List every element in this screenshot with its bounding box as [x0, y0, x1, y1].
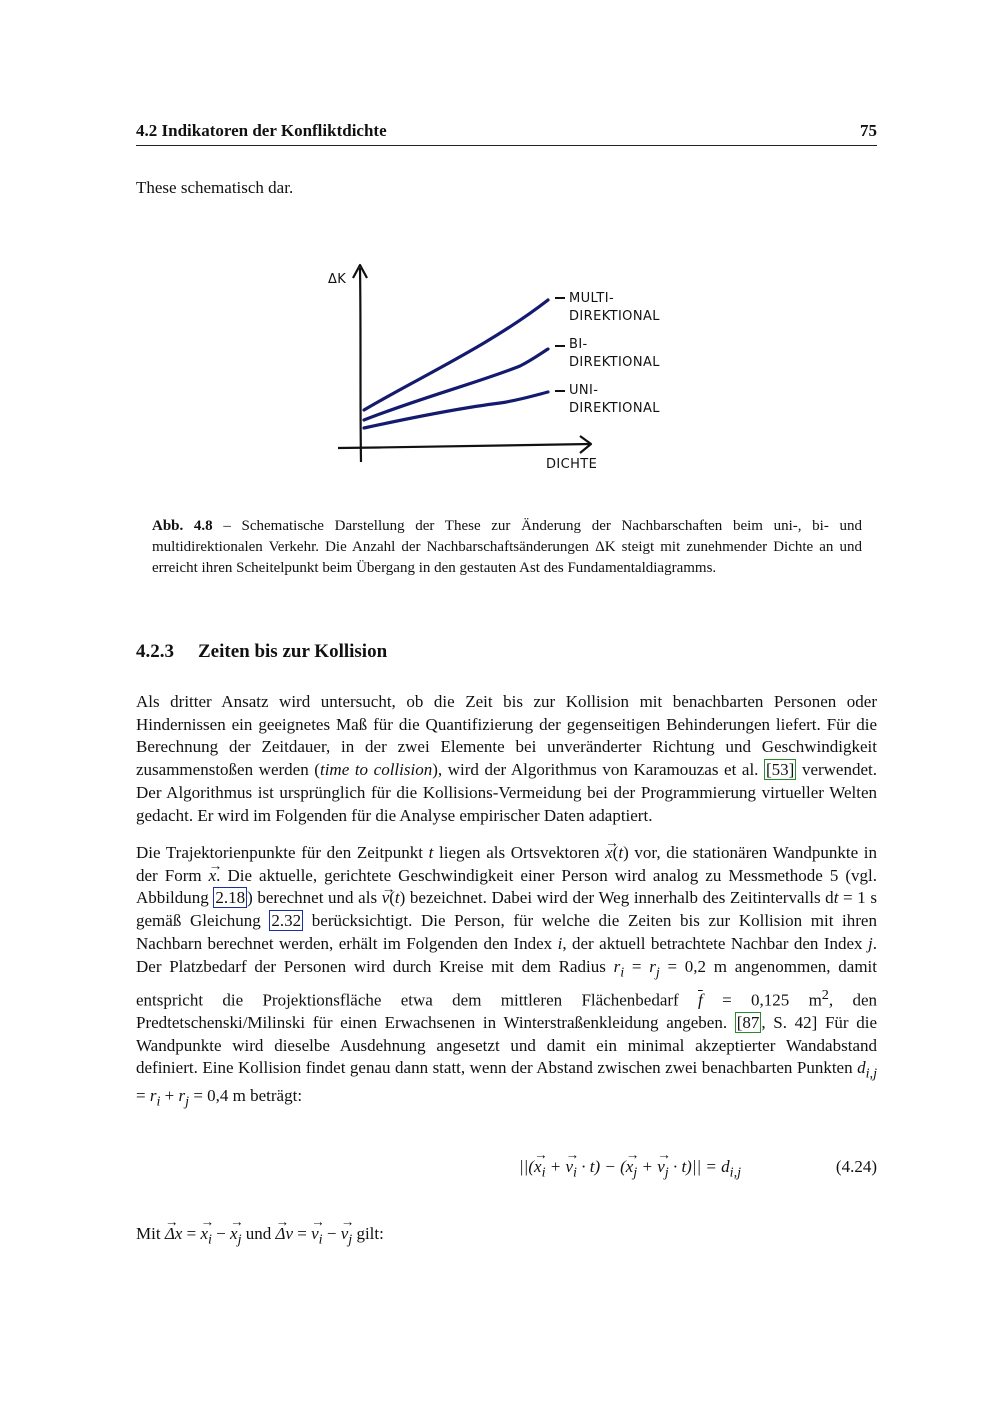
p2-s1: Die Trajektorienpunkte für den Zeitpunkt [136, 843, 429, 862]
final-suffix: gilt: [352, 1224, 384, 1243]
p1-text-a: Als dritter Ansatz wird untersucht, ob die Zeit bis zur Kollision mit benachbarten Personen oder Hindernissen ein geeignetes Maß für die Quantifizierung der gegenseitigen Behinderungen liefert. Für die Berechnung der Zeitdauer, in der zwei Elemente bei unveränderter Richtung und Geschwindigkeit zusammenstoßen werden ( [136, 692, 877, 780]
p2-s4: . Die aktuelle, gerichtete Geschwindigkeit einer Person wird analog zu Messmethode 5 (vgl. Abbildung [136, 865, 877, 908]
final-line: Mit → Δx = → $x_i$ − → $x_j$ und → Δv = → $v_i$ − → $v_j$ gilt: [136, 1224, 384, 1248]
figure-4-8 [300, 250, 700, 490]
section-number: 4.2.3 [136, 641, 174, 662]
p2-s6: bezeichnet. Dabei wird der Weg innerhalb des Zeitintervalls d [405, 888, 834, 908]
equation-link-2-32[interactable]: 2.32 [271, 911, 302, 931]
caption-label: Abb. 4.8 [152, 518, 213, 534]
legend-uni-line1: UNI- [569, 383, 599, 398]
schematic-plot [300, 250, 700, 490]
legend-multi-line1: MULTI- [569, 291, 615, 306]
delta-x-symbol: → Δx [165, 1224, 183, 1244]
intro-text: These schematisch dar. [136, 178, 294, 197]
final-mid: und [241, 1224, 276, 1243]
citation-link-87[interactable]: [87 [736, 1012, 760, 1032]
p1-text-c: verwendet. Der Algorithmus ist ursprünglich für die Kollisions-Vermeidung bei der Programmierung virtueller Welten gedacht. Er wird im Folgenden für die Analyse empirischer Daten adaptiert. [136, 760, 877, 825]
legend-bi-line1: BI- [569, 337, 588, 352]
final-prefix: Mit [136, 1224, 165, 1243]
running-head [136, 119, 877, 146]
p2-m1: r [649, 956, 656, 976]
paragraph-2: Die Trajektorienpunkte für den Zeitpunkt t liegen als Ortsvektoren → x(t) vor, die stationären Wandpunkte in der Form → x. Die aktuelle, gerichtete Geschwindigkeit einer Person wird analog zu Messmethode 5 (vgl. Abbildung 2.18 ) berechnet und als → v(t) bezeichnet. Dabei wird der Weg innerhalb des Zeitintervalls dt = 1 s gemäß Gleichung 2.32 berücksichtigt. Die Person, für welche die Zeiten bis zur Kollision mit ihren Nachbarn berechnet werden, erhält im Folgenden den Index i, der aktuell betrachtete Nachbar den Index j. Der Platzbedarf der Personen wird durch Kreise mit dem Radius $r_i = r_j = 0,2$ m angenommen, damit entspricht die Projektionsfläche etwa dem mittleren Flächenbedarf $\overline{f} = 0,125$ $m^2$, den Predtetschenski/Milinski für einen Erwachsenen in Winterstraßenkleidung angeben. [87 , S. 42] Für die Wandpunkte wird dieselbe Ausdehnung angesetzt und damit ein minimal akzeptierter Wandabstand definiert. Eine Kollision findet genau dann statt, wenn der Abstand zwischen zwei benachbarten Punkten $d_{i,j} = r_i + r_j = 0,4$ m beträgt: [136, 842, 877, 1114]
p2-s12: = 0,125 m [702, 990, 822, 1010]
figure-caption [152, 516, 862, 579]
vector-x-symbol: → x [605, 842, 613, 865]
section-heading [136, 641, 387, 663]
series-line-multi [364, 300, 548, 410]
x-axis [338, 444, 590, 448]
legend-bi-line2: DIREKTIONAL [569, 355, 660, 370]
vector-x-wall-symbol: → x [209, 865, 217, 888]
p1-text-b: ), wird der Algorithmus von Karamouzas et al. [432, 760, 765, 780]
p2-s3: vor, die stationären Wandpunkte in der Form [136, 843, 877, 885]
running-head-title: 4.2 Indikatoren der Konfliktdichte [136, 121, 387, 140]
p2-s15: = 0,4 m beträgt: [189, 1086, 303, 1106]
y-axis [360, 268, 361, 462]
equation-expression: ||(→ $x_i$ + → $v_i \cdot t$) − (→ $x_j$ + → $v_j \cdot t)|| = d_{i,j}$ [519, 1157, 741, 1181]
p2-s14: , S. 42] Für die Wandpunkte wird dieselbe Ausdehnung angesetzt und damit ein minimal akzeptierter Wandabstand definiert. Eine Kollision findet genau dann statt, wenn der Abstand zwischen zwei benachbarten Punkten [136, 1012, 877, 1078]
paragraph-1 [136, 691, 877, 827]
p2-s8: berücksichtigt. Die Person, für welche die Zeiten bis zur Kollision mit ihren Nachbarn berechnet werden, erhält im Folgenden den Index [136, 911, 877, 953]
p2-s2: liegen als Ortsvektoren [433, 843, 606, 862]
x-axis-label: DICHTE [546, 457, 598, 472]
delta-v-symbol: → Δv [276, 1224, 294, 1244]
p2-s13: , den Predtetschenski/Milinski für einen Erwachsenen in Winterstraßenkleidung angeben. [136, 990, 877, 1032]
equation-4-24 [136, 1157, 877, 1183]
page-number: 75 [860, 121, 877, 140]
p2-s11: = 0,2 m angenommen, damit entspricht die Projektionsfläche etwa dem mittleren Flächenbedarf [136, 956, 877, 1010]
p2-s5: ) berechnet und als [247, 888, 382, 908]
citation-link-53[interactable]: [53] [766, 760, 795, 780]
p2-s10: . Der Platzbedarf der Personen wird durch Kreise mit dem Radius [136, 933, 877, 976]
equation-number: (4.24) [835, 1157, 877, 1176]
caption-text: – Schematische Darstellung der These zur Änderung der Nachbarschaften beim uni-, bi- und multidirektionalen Verkehr. Die Anzahl der Nachbarschaftsänderungen ΔK steigt mit zunehmender Dichte an und erreicht ihren Scheitelpunkt beim Übergang in den gestauten Ast des Fundamentaldiagramms. [152, 518, 862, 576]
figure-link-2-18[interactable]: 2.18 [215, 888, 246, 908]
p2-s9: , der aktuell betrachtete Nachbar den Index [562, 933, 868, 953]
legend-multi-line2: DIREKTIONAL [569, 309, 660, 324]
y-axis-label: ΔK [328, 272, 347, 287]
vector-v-symbol: → v [382, 887, 390, 910]
section-title: Zeiten bis zur Kollision [198, 641, 388, 662]
p1-italic: time to collision [319, 760, 433, 780]
p2-s7: = 1 s gemäß Gleichung [136, 888, 877, 931]
legend-uni-line2: DIREKTIONAL [569, 401, 660, 416]
